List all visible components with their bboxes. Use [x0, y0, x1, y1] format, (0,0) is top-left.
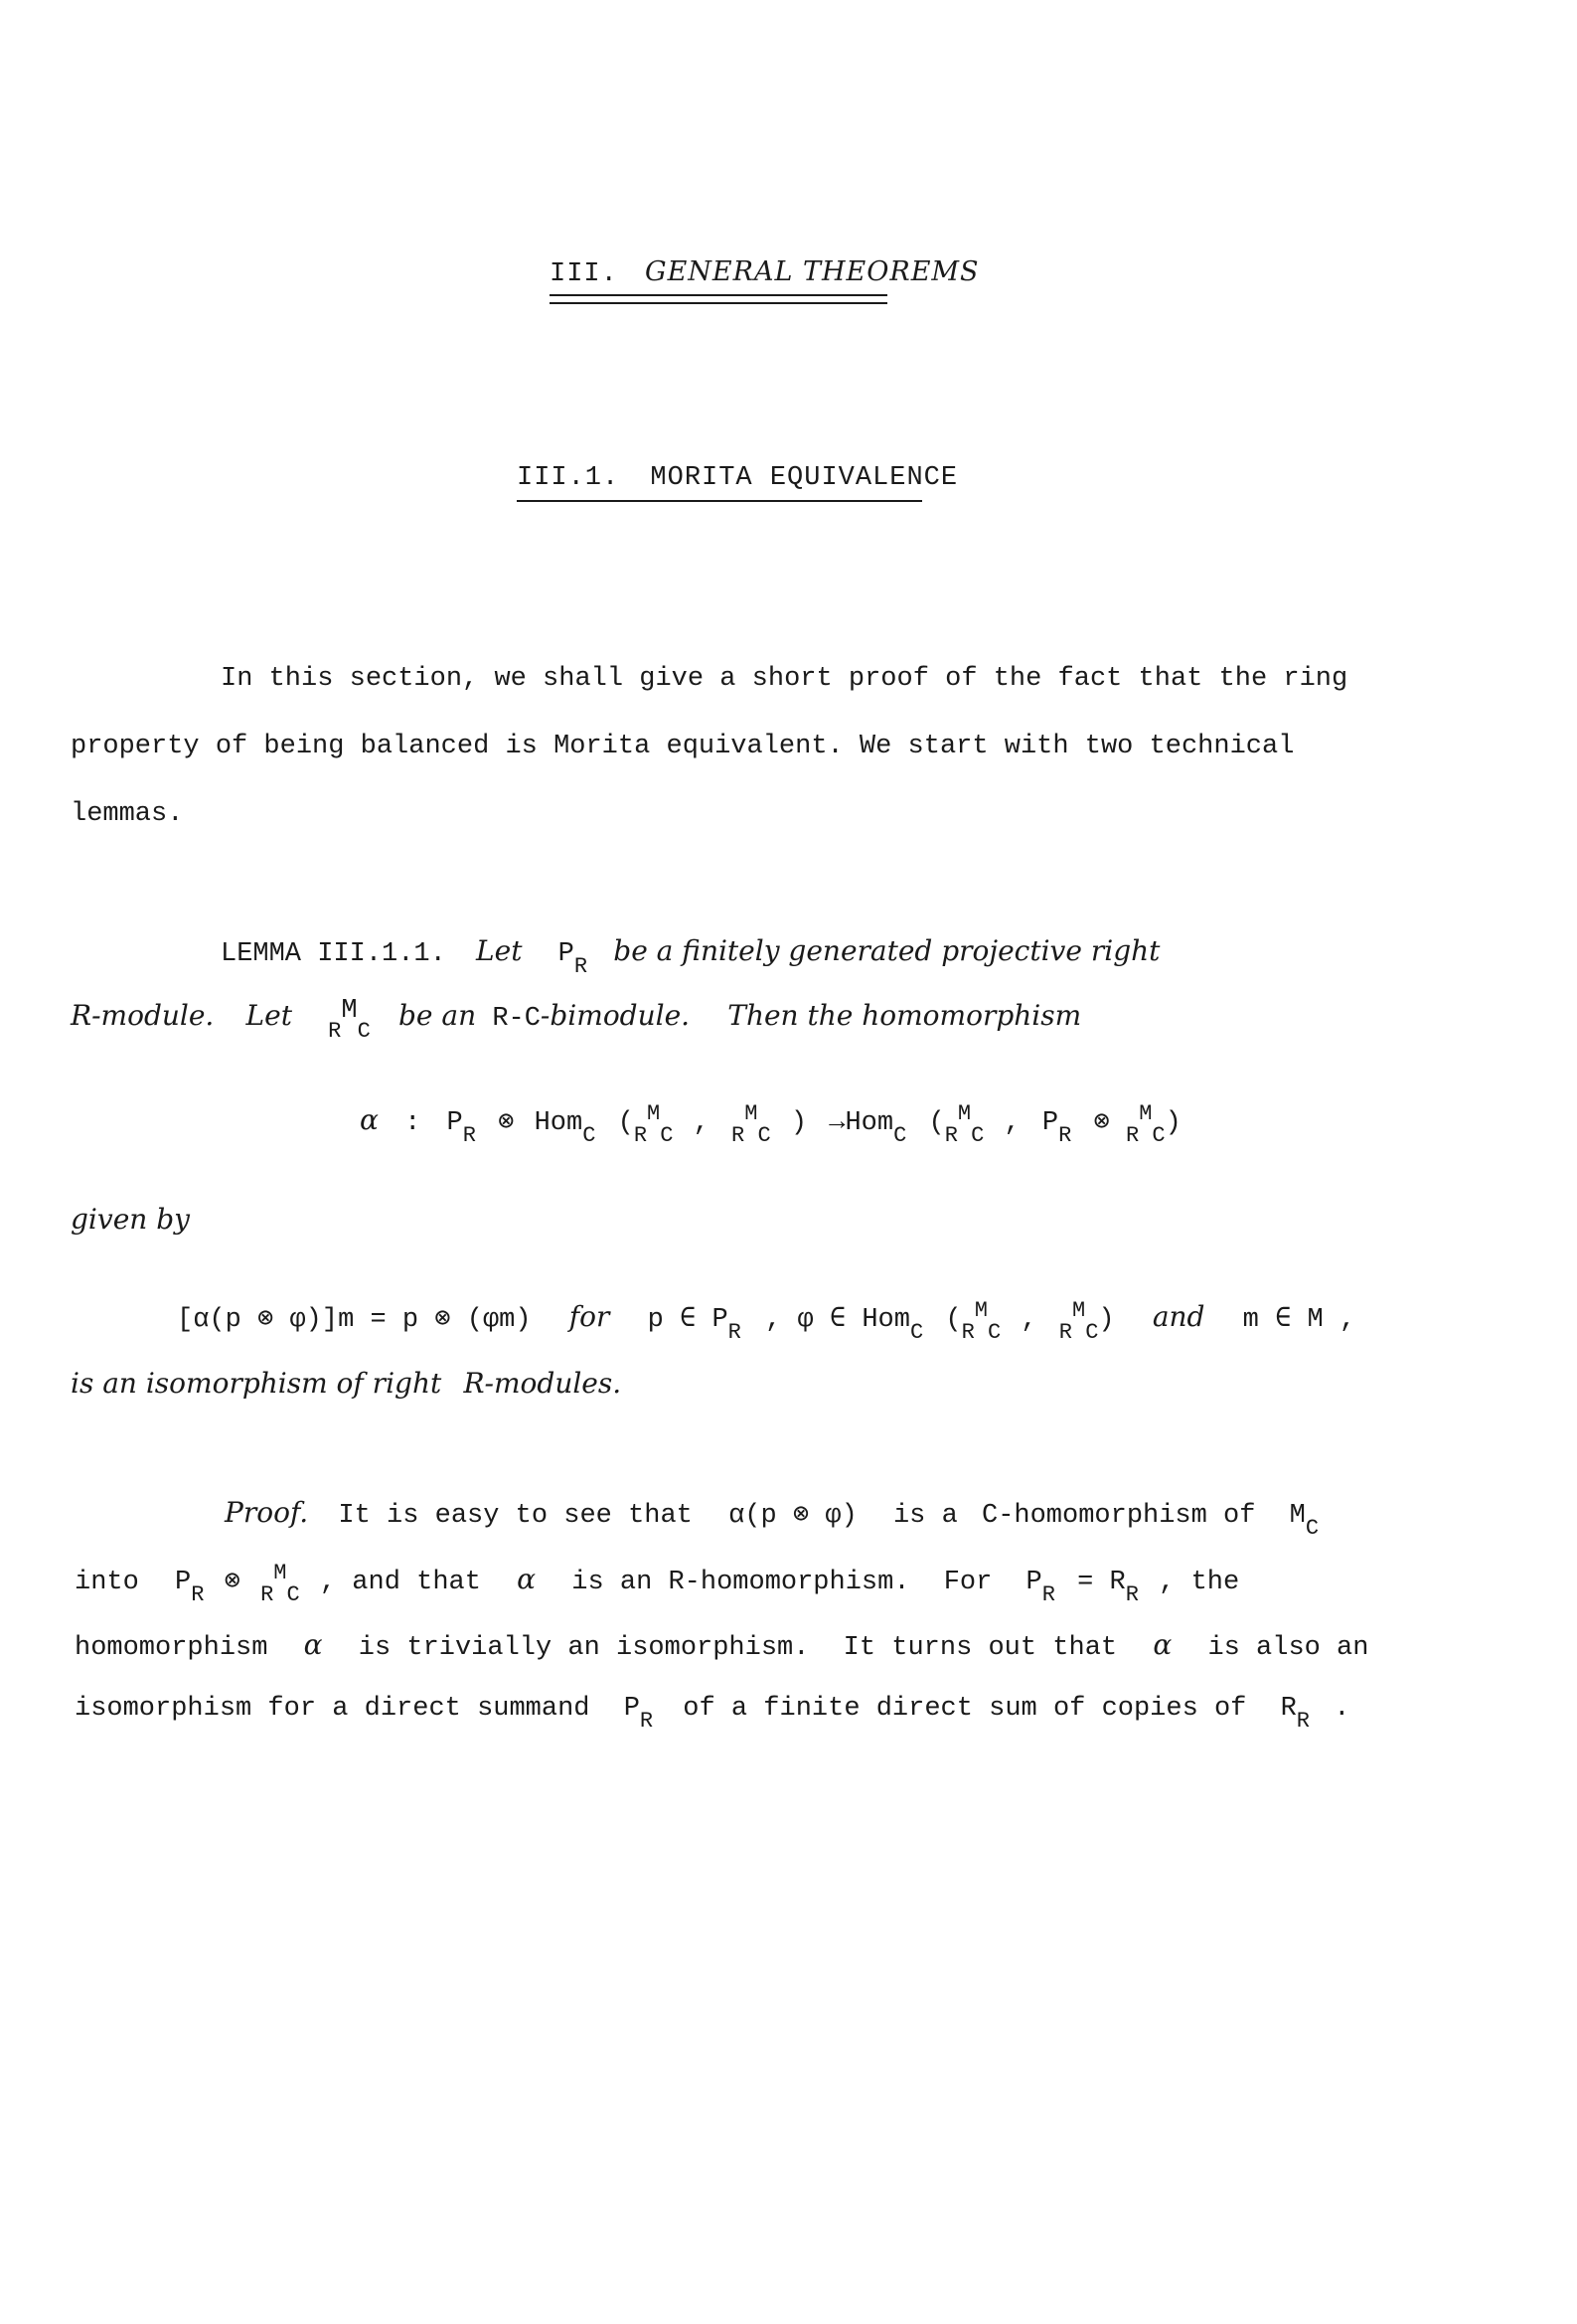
lemma-line-1: [221, 934, 1161, 979]
lemma-M: M: [341, 996, 358, 1026]
intro-line-1: In this section, we shall give a short proof of the fact that the ring: [221, 664, 1348, 694]
given-by: given by: [71, 1203, 190, 1236]
chapter-title: [550, 256, 980, 289]
lemma-bimodule-c: C: [524, 1004, 541, 1034]
intro-line-2: property of being balanced is Morita equivalent. We start with two technical: [71, 732, 1295, 761]
chapter-number: III.: [550, 259, 618, 289]
section-title: [517, 463, 958, 493]
intro-line-3: lemmas.: [71, 799, 184, 829]
iso-text: is an isomorphism of right: [71, 1367, 442, 1400]
chapter-name: GENERAL THEOREMS: [645, 256, 980, 287]
lemma-statement-3: -bimodule.: [540, 999, 691, 1032]
lemma-M-presub: R: [328, 1019, 342, 1044]
lemma-M-sub: C: [357, 1019, 371, 1044]
proof-line-2: into $P_R$ ⊗ $_R^M_C$ , and that α is an R-homomorphism. For $P_R = R_R$ , the: [75, 1561, 1240, 1607]
definition-phi-in: , φ ∈ Hom: [765, 1305, 910, 1335]
lemma-let-2: Let: [245, 999, 292, 1032]
definition-for: for: [568, 1300, 610, 1333]
definition-lhs: [α(p ⊗ φ)]m = p ⊗ (φm): [177, 1305, 532, 1335]
lemma-bimodule-r: R-: [492, 1004, 525, 1034]
lemma-statement-2: be an: [397, 999, 477, 1032]
chapter-title-underline-1: [550, 294, 887, 296]
definition-line: [α(p ⊗ φ)]m = p ⊗ (φm) for p ∈ $P_R$ , φ ∈ Hom$_C$ ($_R^M_C$ , $_R^M_C$) and m ∈ M ,: [177, 1298, 1356, 1345]
lemma-statement-4: Then the homomorphism: [727, 999, 1082, 1032]
chapter-title-underline-2: [550, 302, 887, 304]
iso-rmodules: R-modules.: [463, 1367, 622, 1400]
section-name: MORITA EQUIVALENCE: [650, 463, 959, 493]
definition-and: and: [1152, 1300, 1205, 1333]
alpha-formula: α : $P_R$ ⊗ Hom$_C$ ($_R^M_C$ , $_R^M_C$ ) →Hom$_C$ ($_R^M_C$ , $P_R$ ⊗ $_R^M_C$): [360, 1101, 1182, 1148]
proof-line-3: homomorphism α is trivially an isomorphism. It turns out that α is also an: [75, 1628, 1369, 1663]
lemma-P-sub: R: [573, 954, 588, 979]
proof-line-4: isomorphism for a direct summand $P_R$ of a finite direct sum of copies of $R_R$ .: [75, 1694, 1350, 1734]
lemma-P: P: [557, 939, 574, 969]
iso-line: [71, 1367, 621, 1402]
lemma-statement-1: be a finitely generated projective right: [613, 934, 1161, 967]
lemma-rmodule: R-module.: [71, 999, 215, 1032]
lemma-label: LEMMA III.1.1.: [221, 939, 446, 969]
definition-m-in: m ∈ M ,: [1242, 1305, 1356, 1335]
lemma-let-1: Let: [476, 934, 523, 967]
section-number: III.1.: [517, 463, 620, 493]
definition-p-in: p ∈ P: [647, 1305, 728, 1335]
lemma-line-2: [71, 996, 1082, 1044]
section-title-underline: [517, 500, 922, 502]
proof-label: Proof.: [225, 1496, 309, 1529]
proof-line-1: Proof. It is easy to see that α(p ⊗ φ) is a C-homomorphism of $M_C$: [225, 1496, 1320, 1541]
